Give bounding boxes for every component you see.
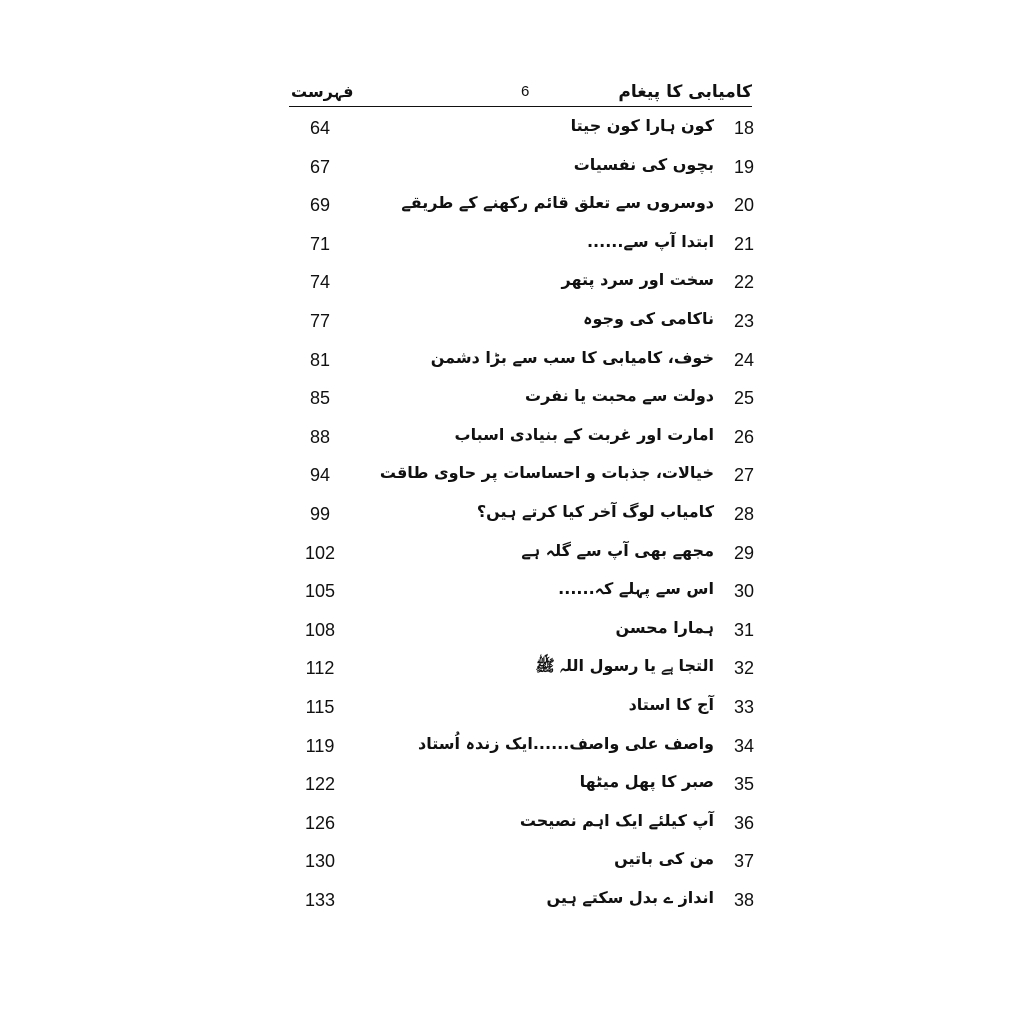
toc-row [300, 575, 756, 614]
chapter-page: 112 [305, 658, 335, 679]
chapter-page: 130 [304, 851, 336, 872]
toc-row [300, 498, 756, 537]
chapter-number: 19 [733, 156, 754, 177]
table-of-contents [300, 112, 756, 922]
chapter-page: 71 [309, 233, 331, 254]
chapter-number: 23 [733, 310, 754, 331]
toc-row [300, 112, 756, 151]
chapter-title: ابتدا آپ سے...... [586, 231, 714, 251]
chapter-page: 102 [304, 542, 336, 563]
chapter-page: 88 [309, 426, 331, 447]
chapter-title: اس سے پہلے کہ...... [558, 579, 714, 599]
chapter-title: دوسروں سے تعلق قائم رکھنے کے طریقے [401, 193, 714, 213]
chapter-title: انداز ے بدل سکتے ہیں [546, 887, 714, 907]
toc-row [300, 151, 756, 190]
chapter-title: امارت اور غربت کے بنیادی اسباب [454, 424, 714, 444]
toc-row [300, 189, 756, 228]
chapter-page: 105 [304, 581, 336, 602]
chapter-page: 69 [309, 195, 331, 216]
chapter-number: 32 [733, 658, 754, 679]
chapter-title: واصف علی واصف......ایک زندہ اُستاد [418, 733, 714, 753]
toc-row [300, 421, 756, 460]
toc-row [300, 768, 756, 807]
page-header [289, 84, 752, 107]
chapter-title: صبر کا پھل میٹھا [579, 772, 714, 792]
chapter-number: 31 [733, 619, 754, 640]
chapter-title: دولت سے محبت یا نفرت [525, 386, 714, 406]
chapter-number: 30 [733, 581, 754, 602]
chapter-title: سخت اور سرد پتھر [561, 270, 714, 290]
toc-row [300, 845, 756, 884]
chapter-title: ہمارا محسن [615, 617, 714, 637]
chapter-title: التجا ہے یا رسول اللہ ﷺ [535, 656, 714, 676]
chapter-page: 81 [309, 349, 331, 370]
chapter-title: من کی باتیں [614, 849, 714, 869]
chapter-number: 35 [733, 774, 754, 795]
chapter-number: 25 [733, 388, 754, 409]
chapter-page: 94 [309, 465, 331, 486]
chapter-page: 99 [309, 503, 331, 524]
chapter-number: 34 [733, 735, 754, 756]
toc-row [300, 344, 756, 383]
chapter-title: کون ہارا کون جیتا [570, 116, 714, 135]
chapter-page: 119 [305, 735, 335, 756]
chapter-number: 24 [733, 349, 754, 370]
chapter-number: 37 [733, 851, 754, 872]
chapter-number: 28 [733, 503, 754, 524]
chapter-title: کامیاب لوگ آخر کیا کرتے ہیں؟ [476, 501, 714, 521]
page-number: 6 [521, 83, 530, 100]
chapter-page: 74 [309, 272, 331, 293]
chapter-number: 33 [733, 696, 754, 717]
toc-row [300, 537, 756, 576]
chapter-number: 20 [733, 195, 754, 216]
chapter-title: آپ کیلئے ایک اہم نصیحت [519, 810, 714, 830]
chapter-number: 21 [733, 233, 754, 254]
book-title: کامیابی کا پیغام [618, 82, 752, 102]
toc-row [300, 614, 756, 653]
toc-row [300, 730, 756, 769]
chapter-page: 122 [304, 774, 336, 795]
toc-row [300, 807, 756, 846]
chapter-number: 18 [733, 118, 754, 138]
chapter-number: 29 [733, 542, 754, 563]
chapter-page: 126 [304, 812, 336, 833]
chapter-number: 26 [733, 426, 754, 447]
toc-row [300, 228, 756, 267]
chapter-page: 85 [309, 388, 331, 409]
toc-row [300, 305, 756, 344]
chapter-title: بچوں کی نفسیات [573, 154, 714, 174]
toc-row [300, 459, 756, 498]
toc-row [300, 652, 756, 691]
chapter-page: 133 [304, 889, 336, 910]
chapter-number: 38 [733, 889, 754, 910]
section-title: فہرست [291, 82, 354, 101]
chapter-title: ناکامی کی وجوہ [583, 308, 714, 328]
toc-row [300, 884, 756, 923]
chapter-page: 115 [305, 696, 335, 717]
chapter-page: 108 [304, 619, 336, 640]
toc-row [300, 266, 756, 305]
chapter-title: آج کا استاد [628, 694, 714, 714]
chapter-page: 67 [309, 156, 331, 177]
chapter-title: مجھے بھی آپ سے گلہ ہے [521, 540, 714, 560]
chapter-number: 27 [733, 465, 754, 486]
chapter-page: 77 [309, 310, 331, 331]
chapter-page: 64 [309, 118, 331, 138]
toc-row [300, 691, 756, 730]
chapter-title: خیالات، جذبات و احساسات پر حاوی طاقت [379, 463, 714, 483]
chapter-number: 22 [733, 272, 754, 293]
toc-row [300, 382, 756, 421]
chapter-title: خوف، کامیابی کا سب سے بڑا دشمن [430, 347, 714, 367]
chapter-number: 36 [733, 812, 754, 833]
